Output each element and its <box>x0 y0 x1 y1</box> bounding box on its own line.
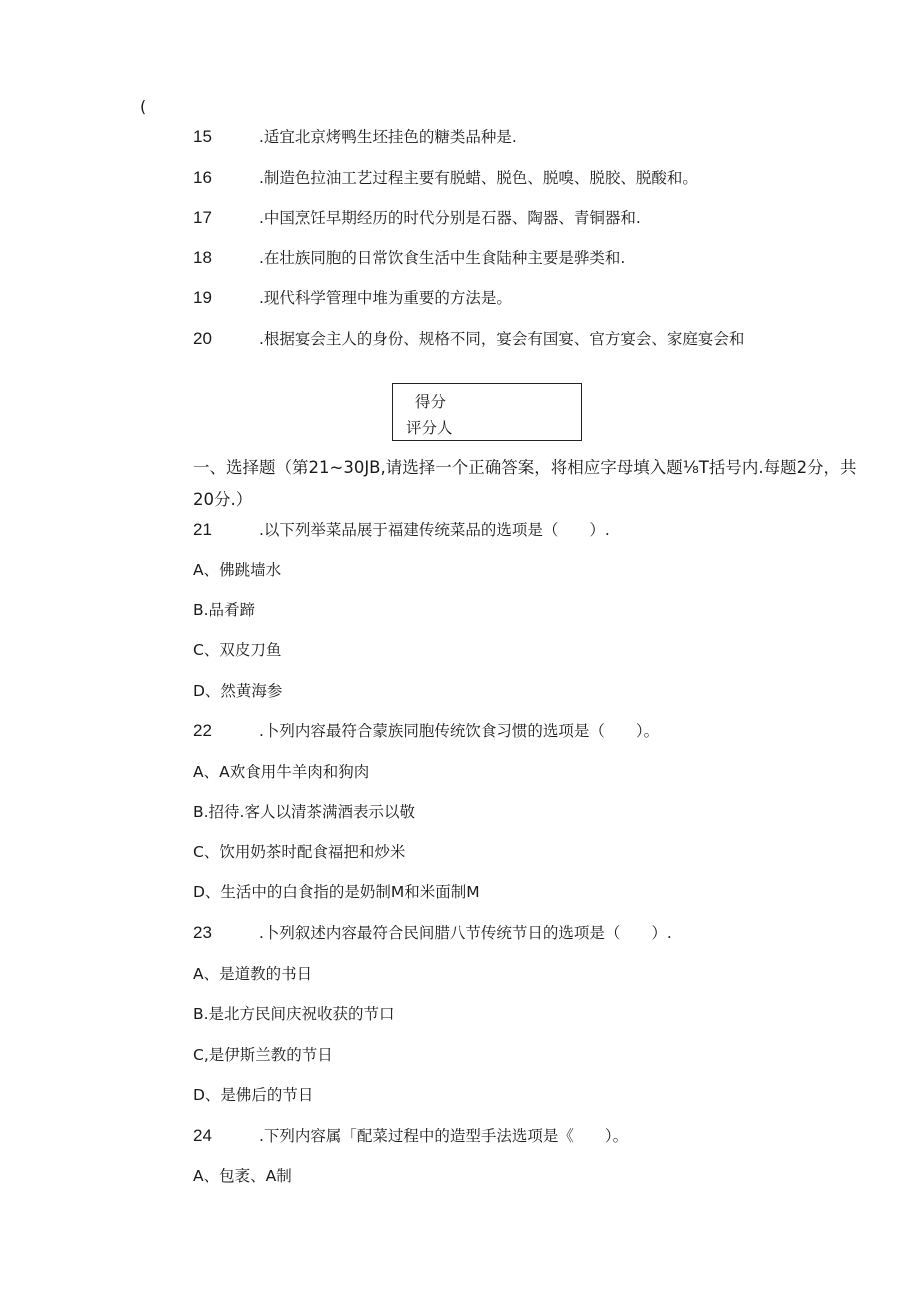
question-number: 19 <box>193 288 212 307</box>
answer-option[interactable]: D、然黄海参 <box>193 682 283 700</box>
question-text: .制造色拉油工艺过程主要有脱蜡、脱色、脱嗅、脱胶、脱酸和。 <box>259 169 698 187</box>
fill-question <box>193 168 698 188</box>
answer-option[interactable]: A、佛跳墙水 <box>193 561 282 579</box>
answer-option[interactable]: B.招待.客人以清茶满酒表示以敬 <box>193 803 415 821</box>
fill-question <box>193 288 512 308</box>
choice-question <box>193 923 672 943</box>
grader-label: 评分人 <box>406 419 453 437</box>
question-text: .卜列内容最符合蒙族同胞传统饮食习惯的选项是（ ）。 <box>259 722 660 740</box>
question-text: .下列内容属「配菜过程中的造型手法选项是《 ）。 <box>259 1127 629 1145</box>
question-text: .卜列叙述内容最符合民间腊八节传统节日的选项是（ ）. <box>259 924 672 942</box>
question-number: 15 <box>193 127 212 146</box>
question-number: 17 <box>193 208 212 227</box>
question-text: .现代科学管理中堆为重要的方法是。 <box>259 289 512 307</box>
choice-question <box>193 721 659 741</box>
answer-option[interactable]: A、是道教的书日 <box>193 965 313 983</box>
section-heading: 一、选择题（第21~30JB,请选择一个正确答案，将相应字母填入题⅛T括号内.每题2分，共20分.） <box>193 458 857 509</box>
question-text: .根据宴会主人的身份、规格不同，宴会有国宴、官方宴会、家庭宴会和 <box>259 330 745 348</box>
fill-question <box>193 329 744 349</box>
stray-parenthesis: ( <box>140 97 147 116</box>
question-number: 18 <box>193 248 212 267</box>
question-text: .以下列举菜品展于福建传统菜品的选项是（ ）. <box>259 521 610 539</box>
question-number: 23 <box>193 923 212 942</box>
answer-option[interactable]: A、A欢食用牛羊肉和狗肉 <box>193 763 370 781</box>
question-number: 20 <box>193 329 212 348</box>
fill-question <box>193 127 517 147</box>
answer-option[interactable]: D、是佛后的节日 <box>193 1086 314 1104</box>
question-text: .在壮族同胞的日常饮食生活中生食陆种主要是骅类和. <box>259 249 626 267</box>
choice-question <box>193 520 610 540</box>
question-text: .中国烹饪早期经历的时代分别是石器、陶器、青铜器和. <box>259 209 641 227</box>
fill-question <box>193 248 625 268</box>
question-number: 24 <box>193 1126 212 1145</box>
question-number: 16 <box>193 168 212 187</box>
score-label: 得分 <box>415 393 447 411</box>
question-number: 22 <box>193 721 212 740</box>
answer-option[interactable]: B.品肴蹄 <box>193 601 256 619</box>
fill-question <box>193 208 641 228</box>
choice-question <box>193 1126 628 1146</box>
answer-option[interactable]: B.是北方民间庆祝收获的节口 <box>193 1005 395 1023</box>
answer-option[interactable]: C、双皮刀鱼 <box>193 641 282 659</box>
answer-option[interactable]: C,是伊斯兰教的节日 <box>193 1046 333 1064</box>
answer-option[interactable]: D、生活中的白食指的是奶制M和米面制M <box>193 883 480 901</box>
question-text: .适宜北京烤鸭生坯挂色的糖类品种是. <box>259 128 517 146</box>
answer-option[interactable]: C、饮用奶茶时配食福把和炒米 <box>193 843 406 861</box>
answer-option[interactable]: A、包袤、A制 <box>193 1167 292 1185</box>
score-box <box>392 383 582 441</box>
question-number: 21 <box>193 520 212 539</box>
